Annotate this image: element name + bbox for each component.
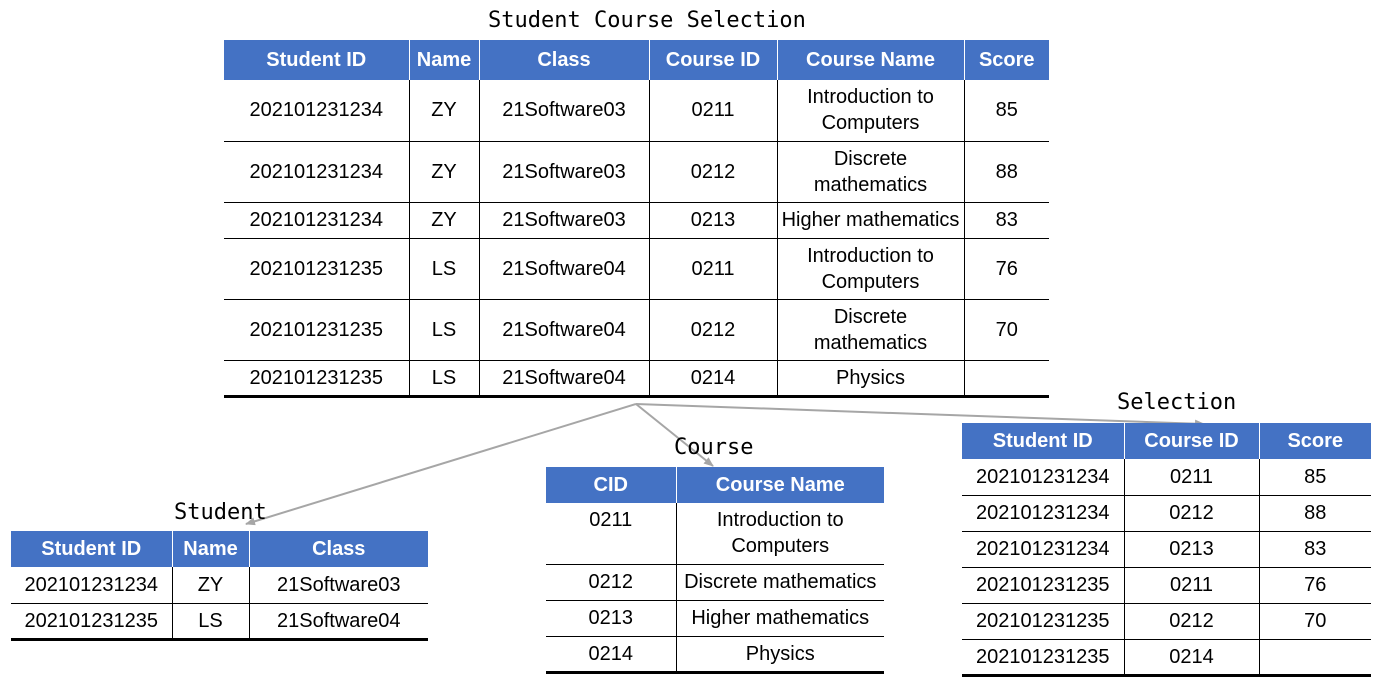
table-row [224, 202, 1049, 238]
cell: 21Software03 [479, 202, 649, 238]
selection-table-title: Selection [1117, 390, 1237, 415]
cell: 21Software04 [479, 360, 649, 396]
main-table [224, 40, 1049, 398]
cell: 202101231235 [224, 299, 409, 360]
cell [964, 360, 1049, 396]
table-row [962, 531, 1371, 567]
col-header-course-name: Course Name [676, 467, 884, 503]
cell: 0211 [1124, 459, 1259, 495]
cell: 0211 [649, 238, 777, 299]
cell: 202101231234 [224, 141, 409, 202]
course-table [546, 467, 884, 674]
table-row [546, 564, 884, 600]
table-row [546, 636, 884, 672]
cell: 88 [964, 141, 1049, 202]
cell: 76 [964, 238, 1049, 299]
student-table-title: Student [174, 500, 267, 525]
student-table [11, 531, 428, 641]
cell: Higher mathematics [676, 600, 884, 636]
cell: ZY [172, 567, 249, 603]
cell: 21Software04 [479, 299, 649, 360]
col-header-class: Class [479, 40, 649, 80]
cell: ZY [409, 202, 479, 238]
table-row [11, 567, 428, 603]
course-table-title: Course [674, 435, 754, 460]
table-row [962, 459, 1371, 495]
table-row [962, 495, 1371, 531]
cell: 21Software04 [249, 603, 428, 639]
cell: 70 [964, 299, 1049, 360]
cell: 0212 [649, 141, 777, 202]
cell: 202101231234 [962, 459, 1124, 495]
cell: ZY [409, 80, 479, 141]
table-row [224, 238, 1049, 299]
cell: LS [409, 238, 479, 299]
table-row [224, 360, 1049, 396]
cell: Discrete mathematics [676, 564, 884, 600]
cell: 0212 [1124, 495, 1259, 531]
cell: 76 [1259, 567, 1371, 603]
cell: 202101231234 [224, 80, 409, 141]
cell: 0214 [1124, 639, 1259, 675]
col-header-course-id: Course ID [649, 40, 777, 80]
col-header-student-id: Student ID [11, 531, 172, 567]
cell: 70 [1259, 603, 1371, 639]
table-row [11, 603, 428, 639]
table-row [546, 600, 884, 636]
cell: 85 [964, 80, 1049, 141]
cell: 202101231235 [224, 360, 409, 396]
cell: LS [172, 603, 249, 639]
cell: 85 [1259, 459, 1371, 495]
col-header-name: Name [172, 531, 249, 567]
col-header-student-id: Student ID [962, 423, 1124, 459]
cell: 21Software03 [479, 80, 649, 141]
col-header-score: Score [964, 40, 1049, 80]
cell: 202101231235 [11, 603, 172, 639]
col-header-name: Name [409, 40, 479, 80]
col-header-cid: CID [546, 467, 676, 503]
cell: 202101231235 [962, 603, 1124, 639]
cell: 0212 [546, 564, 676, 600]
cell: LS [409, 299, 479, 360]
cell: Discrete mathematics [777, 141, 964, 202]
col-header-class: Class [249, 531, 428, 567]
main-table-title: Student Course Selection [488, 8, 806, 33]
cell [1259, 639, 1371, 675]
cell: 88 [1259, 495, 1371, 531]
table-row [962, 603, 1371, 639]
cell: 0214 [546, 636, 676, 672]
cell: 202101231234 [962, 531, 1124, 567]
cell: 202101231235 [224, 238, 409, 299]
cell: Introduction to Computers [777, 80, 964, 141]
table-row [224, 299, 1049, 360]
cell: 202101231234 [224, 202, 409, 238]
cell: Higher mathematics [777, 202, 964, 238]
cell: 0213 [546, 600, 676, 636]
cell: Introduction to Computers [676, 503, 884, 564]
selection-table [962, 423, 1371, 677]
table-row [962, 639, 1371, 675]
cell: Physics [777, 360, 964, 396]
table-row [962, 567, 1371, 603]
cell: 0213 [1124, 531, 1259, 567]
cell: 0211 [546, 503, 676, 564]
col-header-score: Score [1259, 423, 1371, 459]
cell: 83 [1259, 531, 1371, 567]
cell: 21Software04 [479, 238, 649, 299]
cell: 21Software03 [479, 141, 649, 202]
cell: 0211 [649, 80, 777, 141]
cell: 21Software03 [249, 567, 428, 603]
cell: Physics [676, 636, 884, 672]
cell: 0213 [649, 202, 777, 238]
table-row [546, 503, 884, 564]
cell: 202101231235 [962, 639, 1124, 675]
cell: Introduction to Computers [777, 238, 964, 299]
col-header-course-name: Course Name [777, 40, 964, 80]
cell: 0212 [1124, 603, 1259, 639]
cell: ZY [409, 141, 479, 202]
cell: Discrete mathematics [777, 299, 964, 360]
table-row [224, 80, 1049, 141]
cell: 202101231234 [962, 495, 1124, 531]
col-header-course-id: Course ID [1124, 423, 1259, 459]
table-row [224, 141, 1049, 202]
cell: 0214 [649, 360, 777, 396]
cell: 83 [964, 202, 1049, 238]
col-header-student-id: Student ID [224, 40, 409, 80]
cell: 0212 [649, 299, 777, 360]
cell: 0211 [1124, 567, 1259, 603]
cell: 202101231235 [962, 567, 1124, 603]
cell: LS [409, 360, 479, 396]
cell: 202101231234 [11, 567, 172, 603]
